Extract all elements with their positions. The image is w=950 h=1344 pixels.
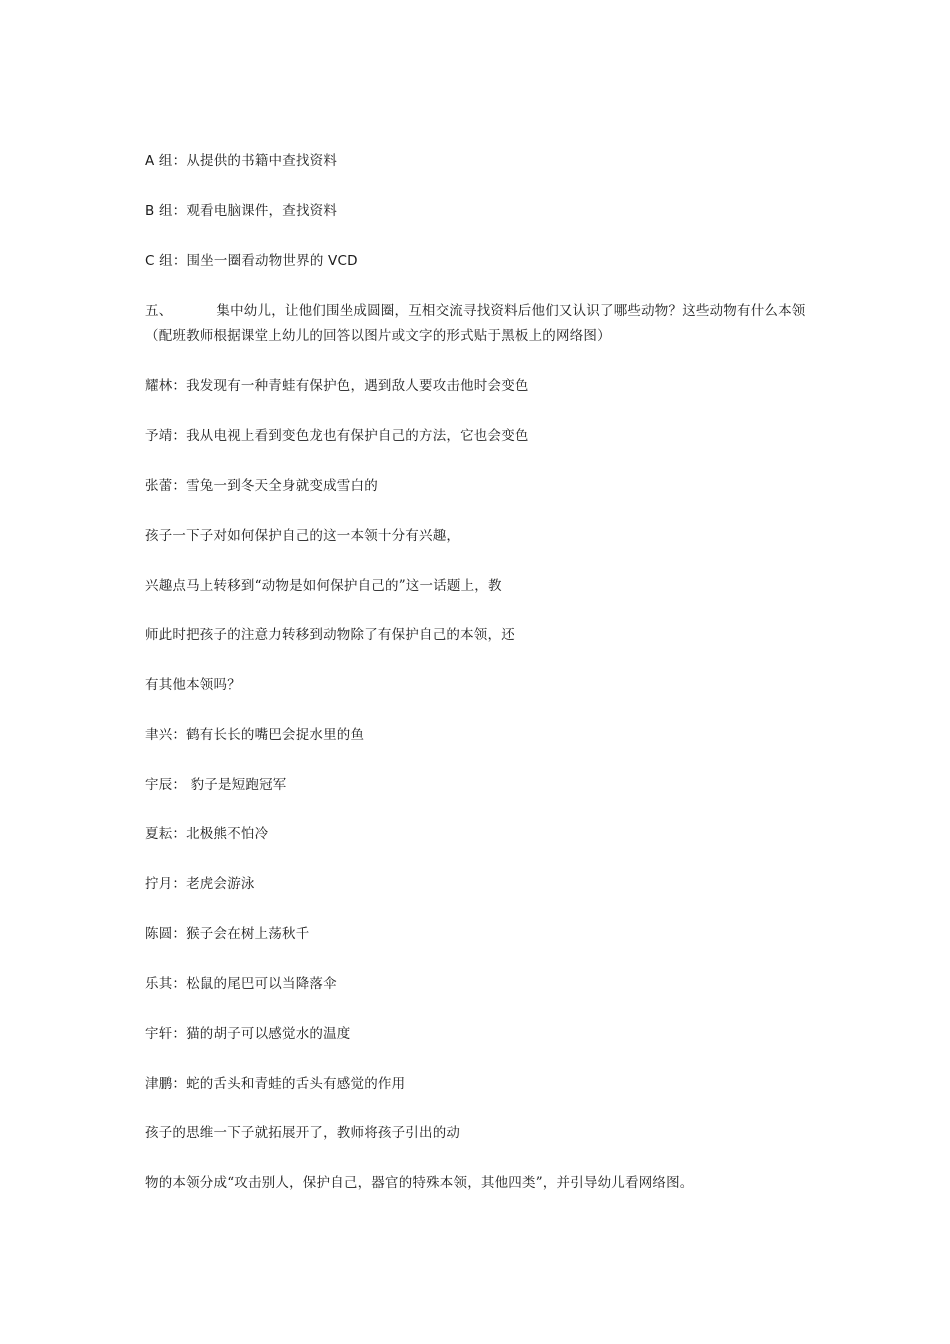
group-b-text: 组：观看电脑课件，查找资料: [154, 203, 338, 219]
answer-line: 津鹏：蛇的舌头和青蛙的舌头有感觉的作用: [145, 1076, 406, 1092]
group-b-line: [145, 202, 337, 220]
answer-line: 耀林：我发现有一种青蛙有保护色，遇到敌人要攻击他时会变色: [145, 378, 529, 394]
answer-line: 宇轩：猫的胡子可以感觉水的温度: [145, 1026, 351, 1042]
answer-line: 夏耘：北极熊不怕冷: [145, 826, 269, 842]
group-c-label: C: [145, 253, 155, 269]
group-b-label: B: [145, 203, 155, 219]
answer-line: 予靖：我从电视上看到变色龙也有保护自己的方法，它也会变色: [145, 428, 529, 444]
group-c-vcd: VCD: [328, 253, 358, 269]
answer-line: 宇辰： 豹子是短跑冠军: [145, 777, 287, 793]
group-c-text: 组：围坐一圈看动物世界的: [154, 253, 329, 269]
answer-line: 拧月：老虎会游泳: [145, 876, 255, 892]
narrative-line: 物的本领分成“攻击别人，保护自己，器官的特殊本领，其他四类”，并引导幼儿看网络图。: [145, 1175, 694, 1191]
narrative-line: 孩子一下子对如何保护自己的这一本领十分有兴趣，: [145, 528, 461, 544]
answer-line: 张蕾：雪兔一到冬天全身就变成雪白的: [145, 478, 378, 494]
section-five-line1: [145, 302, 806, 320]
answer-line: 陈圆：猴子会在树上荡秋千: [145, 926, 310, 942]
answer-line: 聿兴：鹤有长长的嘴巴会捉水里的鱼: [145, 727, 365, 743]
section-five-text: 集中幼儿，让他们围坐成圆圈，互相交流寻找资料后他们又认识了哪些动物？这些动物有什么本领: [216, 303, 806, 319]
group-a-label: A: [145, 153, 155, 169]
group-c-line: [145, 252, 358, 270]
section-five-number: 五、: [145, 303, 173, 319]
narrative-line: 孩子的思维一下子就拓展开了，教师将孩子引出的动: [145, 1125, 461, 1141]
narrative-line: 师此时把孩子的注意力转移到动物除了有保护自己的本领，还: [145, 627, 515, 643]
section-five-line2: （配班教师根据课堂上幼儿的回答以图片或文字的形式贴于黑板上的网络图）: [145, 328, 611, 344]
group-a-text: 组：从提供的书籍中查找资料: [154, 153, 338, 169]
narrative-line: 有其他本领吗？: [145, 677, 241, 693]
group-a-line: [145, 152, 337, 170]
answer-line: 乐其：松鼠的尾巴可以当降落伞: [145, 976, 337, 992]
narrative-line: 兴趣点马上转移到“动物是如何保护自己的”这一话题上，教: [145, 578, 502, 594]
